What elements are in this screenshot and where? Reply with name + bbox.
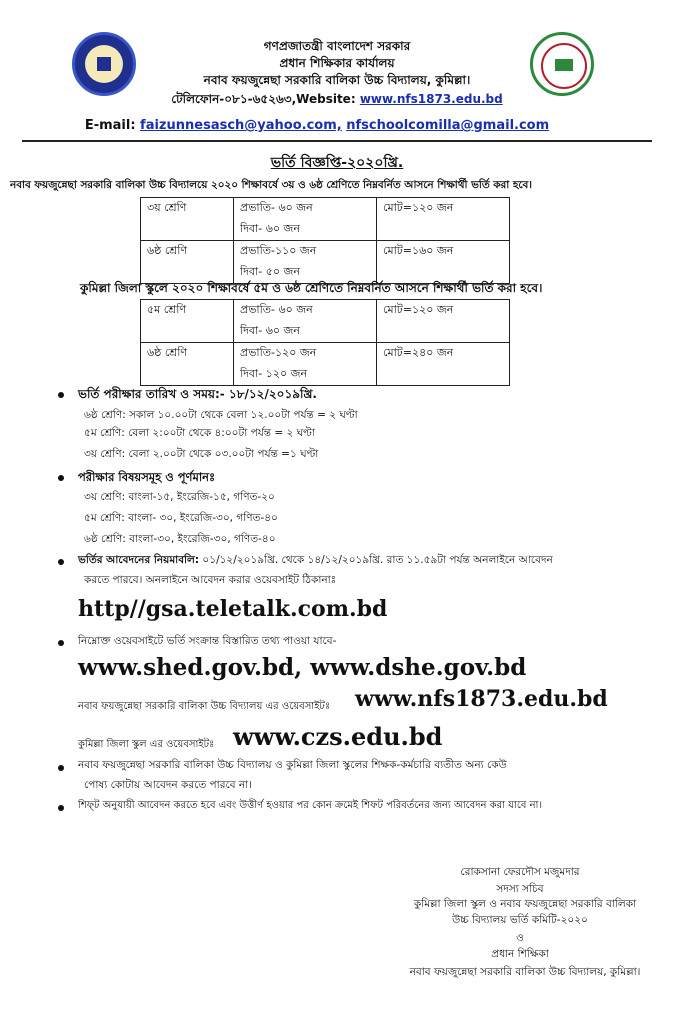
headmistress-title: প্রধান শিক্ষিকা — [491, 948, 549, 960]
contact-line — [0, 91, 674, 111]
email-link-2[interactable]: nfschoolcomilla@gmail.com — [346, 118, 550, 133]
shift-day-cell: দিবা- ৬০ জন — [234, 219, 377, 241]
email-label: E-mail: — [84, 118, 141, 133]
bullet-icon — [58, 475, 64, 481]
header-divider — [22, 140, 652, 142]
czs-site-label: কুমিল্লা জিলা স্কুল এর ওয়েবসাইটঃ — [78, 739, 215, 750]
total-cell: মোট=২৪০ জন — [377, 343, 510, 386]
notice-title: ভর্তি বিজ্ঞপ্তি-২০২০খ্রি. — [270, 155, 404, 171]
conjunction: ও — [516, 932, 524, 944]
shift-morning-cell: প্রভাতি-১১০ জন — [234, 241, 377, 263]
intro-nfs: নবাব ফয়জুন্নেছা সরকারি বালিকা উচ্চ বিদ্যালয়ে ২০২০ শিক্ষাবর্ষে ৩য় ও ৬ষ্ঠ শ্রেণিতে নিম্নবর্নিত আসনে শিক্ষার্থী ভর্তি করা হবে। — [10, 179, 532, 191]
exam-heading: ভর্তি পরীক্ষার তারিখ ও সময়:- ১৮/১২/২০১৯খ্রি. — [78, 387, 317, 401]
committee-line-1: কুমিল্লা জিলা স্কুল ও নবাব ফয়জুন্নেছা সরকারি বালিকা — [413, 898, 637, 910]
grade-cell: ৬ষ্ঠ শ্রেণি — [141, 343, 234, 386]
subjects-heading: পরীক্ষার বিষয়সমূহ ও পূর্ণমানঃ — [78, 470, 216, 484]
grade-cell: ৬ষ্ঠ শ্রেণি — [141, 241, 234, 284]
grade-cell: ৫ম শ্রেণি — [141, 300, 234, 343]
shift-day-cell: দিবা- ৬০ জন — [234, 321, 377, 343]
table-row — [141, 300, 510, 322]
signatory-role: সদস্য সচিব — [496, 883, 544, 895]
total-cell: মোট=১৬০ জন — [377, 241, 510, 284]
total-cell: মোট=১২০ জন — [377, 300, 510, 343]
bullet-icon — [58, 765, 64, 771]
note-quota-2: পোষ্য কোটায় আবেদন করতে পারবে না। — [84, 779, 252, 791]
grade-cell: ৩য় শ্রেণি — [141, 198, 234, 241]
website-link[interactable]: www.nfs1873.edu.bd — [359, 92, 503, 106]
nfs-site-label: নবাব ফয়জুন্নেছা সরকারি বালিকা উচ্চ বিদ্যালয় এর ওয়েবসাইটঃ — [78, 701, 331, 712]
exam-line: ৬ষ্ঠ শ্রেণি: সকাল ১০.০০টা থেকে বেলা ১২.০০টা পর্যন্ত = ২ ঘণ্টা — [84, 409, 358, 421]
seats-table-czs — [140, 299, 510, 386]
rules-heading: ভর্তির আবেদনের নিয়মাবলি: — [78, 554, 200, 566]
total-cell: মোট=১২০ জন — [377, 198, 510, 241]
nfs-site-url[interactable]: www.nfs1873.edu.bd — [355, 686, 608, 712]
rules-text: ০১/১২/২০১৯খ্রি. থেকে ১৪/১২/২০১৯খ্রি. রাত ১১.৫৯টা পর্যন্ত অনলাইনে আবেদন — [199, 554, 553, 566]
govt-line: গণপ্রজাতন্ত্রী বাংলাদেশ সরকার — [263, 39, 411, 53]
subject-line: ৬ষ্ঠ শ্রেণি: বাংলা-৩০, ইংরেজি-৩০, গণিত-৪০ — [84, 533, 276, 545]
govt-sites[interactable]: www.shed.gov.bd, www.dshe.gov.bd — [78, 654, 527, 681]
email-link-1[interactable]: faizunnesasch@yahoo.com, — [140, 118, 342, 133]
bullet-icon — [58, 559, 64, 565]
shift-morning-cell: প্রভাতি-১২০ জন — [234, 343, 377, 365]
email-line — [0, 118, 654, 133]
school-name-footer: নবাব ফয়জুন্নেছা সরকারি বালিকা উচ্চ বিদ্যালয়, কুমিল্লা। — [409, 966, 641, 978]
school-name-line: নবাব ফয়জুন্নেছা সরকারি বালিকা উচ্চ বিদ্যালয়, কুমিল্লা। — [203, 73, 471, 87]
bullet-icon — [58, 640, 64, 646]
subject-line: ৩য় শ্রেণি: বাংলা-১৫, ইংরেজি-১৫, গণিত-২০ — [84, 491, 275, 503]
office-line: প্রধান শিক্ষিকার কার্যালয় — [279, 56, 395, 70]
note-quota-1: নবাব ফয়জুন্নেছা সরকারি বালিকা উচ্চ বিদ্যালয় ও কুমিল্লা জিলা স্কুলের শিক্ষক-কর্মচারি ব্যতীত অন্য কেউ — [78, 759, 507, 771]
subject-line: ৫ম শ্রেণি: বাংলা- ৩০, ইংরেজি-৩০, গণিত-৪০ — [84, 512, 278, 524]
note-shift: শিফ্‌ট অনুযায়ী আবেদন করতে হবে এবং উত্তীর্ণ হওয়ার পর কোন ক্রমেই শিফট পরিবর্তনের জন্য আবেদন করা যাবে না। — [78, 800, 543, 811]
shift-morning-cell: প্রভাতি- ৬০ জন — [234, 300, 377, 322]
exam-line: ৩য় শ্রেণি: বেলা ২.০০টা থেকে ০৩.০০টা পর্যন্ত =১ ঘণ্টা — [84, 448, 319, 460]
rules-line-2: করতে পারবে। অনলাইনে আবেদন করার ওয়েবসাইট ঠিকানাঃ — [84, 574, 337, 586]
rules-line — [78, 553, 553, 570]
exam-line: ৫ম শ্রেণি: বেলা ২:০০টা থেকে ৪:০০টা পর্যন্ত = ২ ঘণ্টা — [84, 427, 315, 439]
teletalk-url[interactable]: http//gsa.teletalk.com.bd — [78, 596, 388, 622]
committee-line-2: উচ্চ বিদ্যালয় ভর্তি কমিটি-২০২০ — [452, 914, 588, 926]
intro-czs: কুমিল্লা জিলা স্কুলে ২০২০ শিক্ষাবর্ষে ৫ম ও ৬ষ্ঠ শ্রেণিতে নিম্নবর্নিত আসনে শিক্ষার্থী ভর্তি করা হবে। — [80, 281, 543, 295]
table-row — [141, 241, 510, 263]
table-row — [141, 343, 510, 365]
phone-text: টেলিফোন-০৮১-৬৫২৬৩,Website: — [171, 92, 360, 106]
signatory-name: রোকসানা ফেরদৌস মজুমদার — [460, 866, 580, 878]
shift-day-cell: দিবা- ১২০ জন — [234, 364, 377, 386]
shift-morning-cell: প্রভাতি- ৬০ জন — [234, 198, 377, 220]
bullet-icon — [58, 805, 64, 811]
table-row — [141, 198, 510, 220]
shift-day-cell: দিবা- ৫০ জন — [234, 262, 377, 284]
info-text: নিম্নোক্ত ওয়েবসাইটে ভর্তি সংক্রান্ত বিস্তারিত তথ্য পাওয়া যাবে- — [78, 635, 337, 647]
bullet-icon — [58, 392, 64, 398]
czs-site-url[interactable]: www.czs.edu.bd — [233, 722, 443, 751]
seats-table-nfs — [140, 197, 510, 284]
